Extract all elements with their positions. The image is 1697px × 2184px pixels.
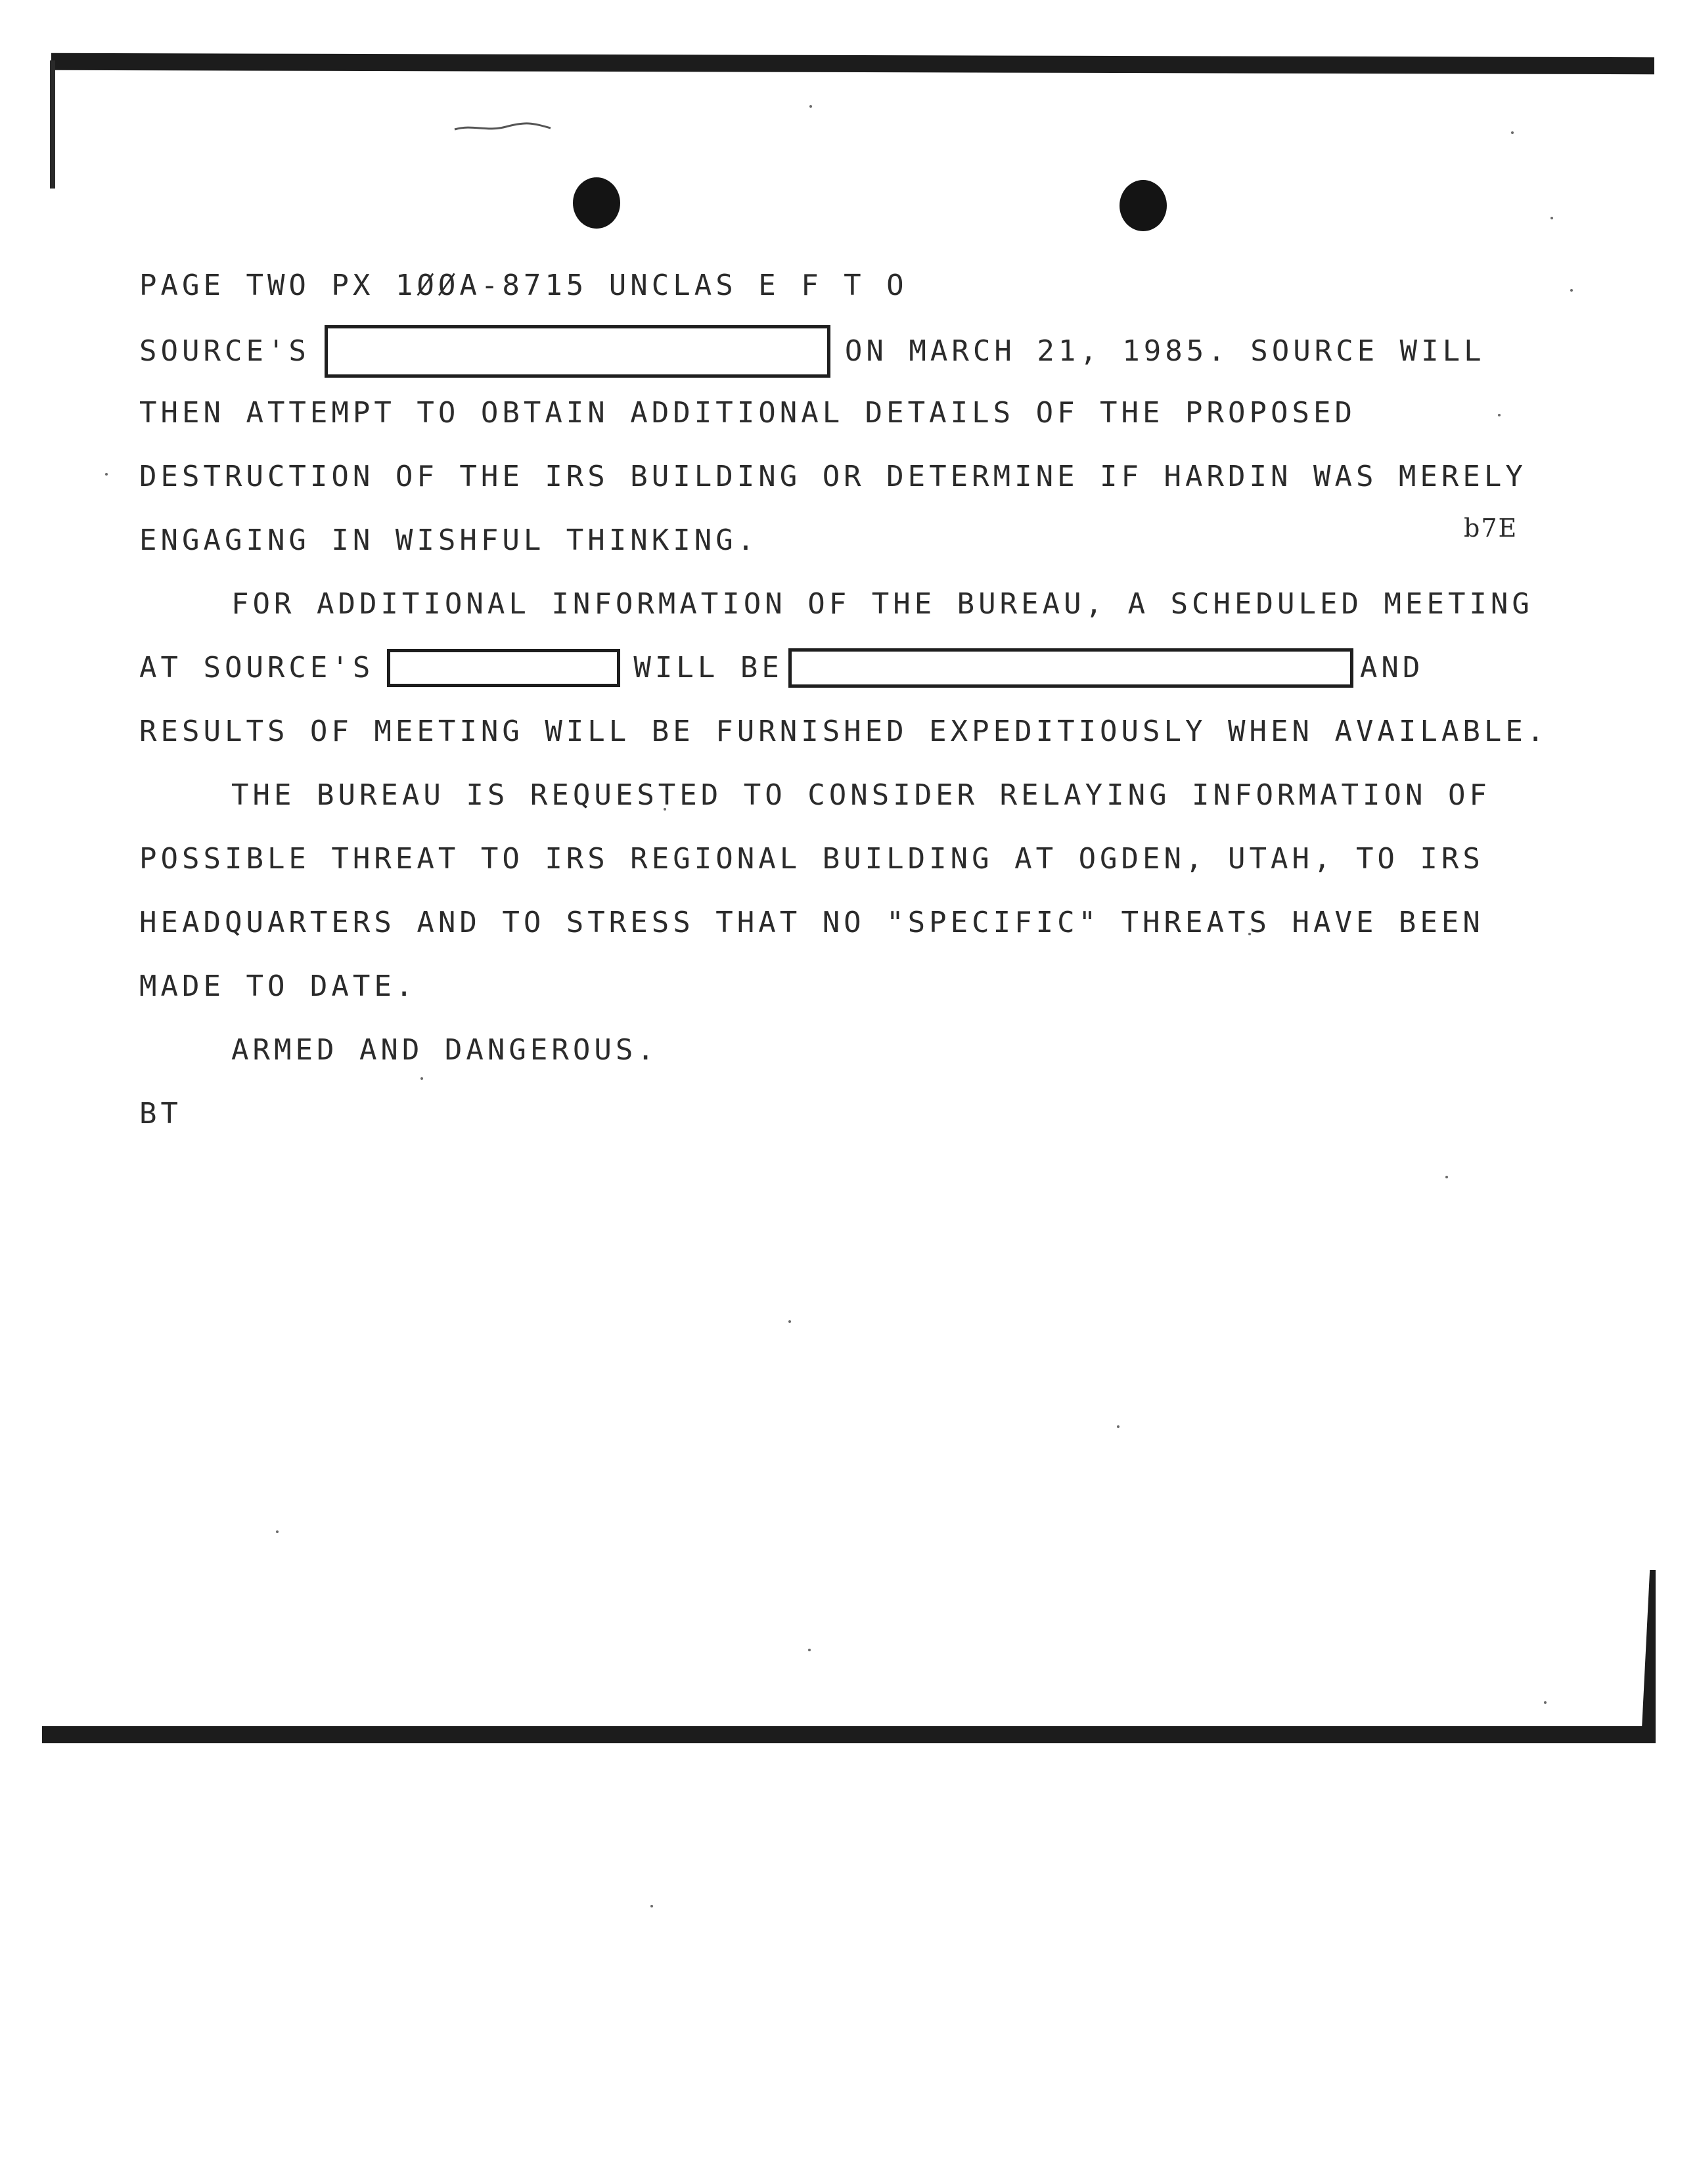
paragraph-3-line-4	[139, 962, 1453, 1026]
paragraph-2-line-2-middle: WILL BE	[633, 651, 783, 684]
punch-hole-right	[1120, 180, 1167, 231]
paragraph-3-line-4-text: MADE TO DATE.	[139, 969, 417, 1003]
scan-speck	[1117, 1425, 1120, 1428]
bottom-frame-bar	[42, 1726, 1656, 1743]
left-frame-edge	[50, 60, 55, 189]
right-frame-edge	[1641, 1570, 1656, 1742]
scan-speck	[1550, 217, 1553, 219]
scan-speck	[1570, 289, 1573, 292]
caution-text: ARMED AND DANGEROUS.	[231, 1033, 658, 1067]
paragraph-1-line-2-text: THEN ATTEMPT TO OBTAIN ADDITIONAL DETAILS OF THE PROPOSED	[139, 396, 1356, 430]
caution-line	[139, 1026, 1453, 1090]
scan-speck	[809, 105, 812, 108]
scan-speck	[788, 1320, 791, 1323]
header-text: PAGE TWO PX 1ØØA-8715 UNCLAS E F T O	[139, 269, 908, 302]
scan-speck	[1498, 414, 1501, 416]
paragraph-1-line-3	[139, 453, 1527, 516]
paragraph-3-line-1-text: THE BUREAU IS REQUESTED TO CONSIDER RELAYING INFORMATION OF	[231, 778, 1491, 812]
paragraph-2-line-2-end: AND	[1359, 651, 1424, 684]
paragraph-2-line-3-text: RESULTS OF MEETING WILL BE FURNISHED EXPEDITIOUSLY WHEN AVAILABLE.	[139, 715, 1549, 748]
scan-speck	[808, 1649, 811, 1651]
scan-speck	[1511, 131, 1514, 134]
paragraph-1-line-1	[139, 325, 1485, 389]
closing-line	[139, 1090, 1453, 1153]
paragraph-2-line-1-text: FOR ADDITIONAL INFORMATION OF THE BUREAU, A SCHEDULED MEETING	[231, 587, 1533, 621]
paragraph-1-line-4-text: ENGAGING IN WISHFUL THINKING.	[139, 524, 759, 557]
pen-mark	[453, 122, 552, 133]
paragraph-3-line-3	[139, 899, 1484, 962]
scan-speck	[1544, 1701, 1547, 1704]
scan-speck	[276, 1530, 279, 1533]
redaction-box	[325, 325, 830, 378]
closing-text: BT	[139, 1097, 182, 1130]
paragraph-2-line-2-start: AT SOURCE'S	[139, 651, 374, 684]
paragraph-3-line-1	[139, 771, 1491, 835]
top-frame-bar	[51, 53, 1654, 74]
header-line	[139, 261, 1453, 325]
paragraph-1-line-3-text: DESTRUCTION OF THE IRS BUILDING OR DETERMINE IF HARDIN WAS MERELY	[139, 460, 1527, 493]
redaction-box	[387, 649, 620, 687]
paragraph-3-line-3-text: HEADQUARTERS AND TO STRESS THAT NO "SPECIFIC" THREATS HAVE BEEN	[139, 906, 1484, 939]
scan-speck	[1445, 1176, 1448, 1178]
punch-hole-left	[573, 177, 620, 229]
scan-speck	[105, 473, 108, 476]
paragraph-1-line-1-end: ON MARCH 21, 1985. SOURCE WILL	[844, 334, 1485, 368]
paragraph-2-line-2	[139, 644, 1453, 707]
paragraph-3-line-2	[139, 835, 1484, 899]
paragraph-1-line-4	[139, 516, 1453, 580]
paragraph-1-line-1-start: SOURCE'S	[139, 334, 310, 368]
exemption-code: b7E	[1464, 514, 1518, 543]
scan-speck	[650, 1905, 653, 1907]
paragraph-1-line-2	[139, 389, 1453, 453]
paragraph-2-line-3	[139, 707, 1549, 771]
redaction-box	[788, 648, 1353, 688]
paragraph-2-line-1	[139, 580, 1533, 644]
paragraph-3-line-2-text: POSSIBLE THREAT TO IRS REGIONAL BUILDING AT OGDEN, UTAH, TO IRS	[139, 842, 1484, 876]
